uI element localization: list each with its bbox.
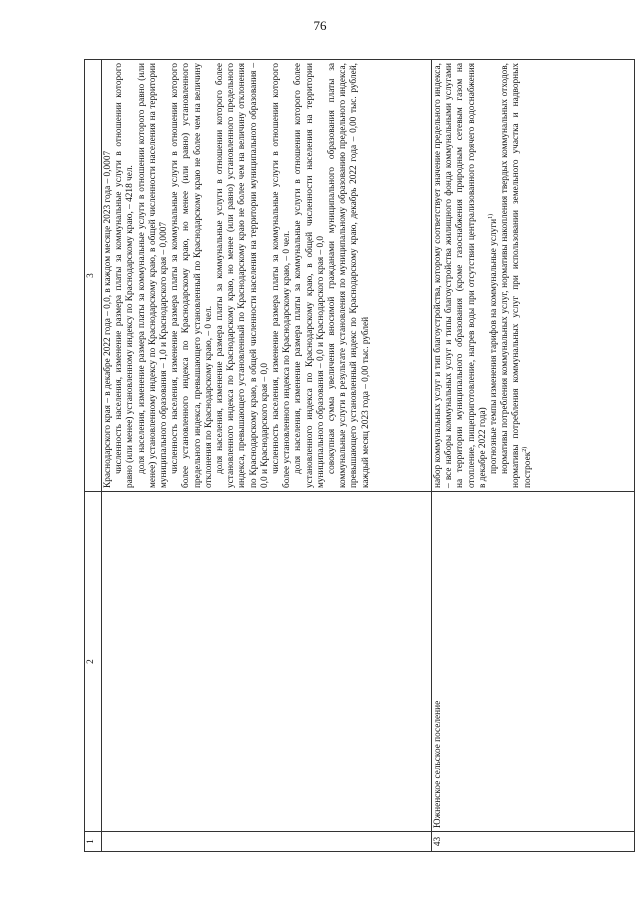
indicator-paragraph xyxy=(500,63,534,488)
indicator-paragraph: Краснодарского края – в декабре 2022 года – 0,0, в каждом месяце 2023 года – 0,0007 xyxy=(103,150,113,488)
indicator-paragraph: численность населения, изменение размера платы за коммунальные услуги в отношении которого более установленного индекса по Краснодарскому краю, но менее (или равно) установленного предельного индекса, превышающего установленный по Краснодарскому краю не более чем на величину отклонения по Краснодарскому краю, – 0 чел. xyxy=(170,63,214,488)
rotated-table-frame xyxy=(84,60,635,852)
rotated-table-container xyxy=(84,60,635,852)
municipality-name-cell xyxy=(102,492,432,832)
table-row xyxy=(102,60,432,852)
footnote-mark: 1) xyxy=(487,213,494,219)
indicator-paragraph: совокупная сумма увеличения вносимой гражданами муниципального образования платы за коммунальные услуги в результате установления по муниципальному образованию предельного индекса, превышающего установленный индекс по Краснодарскому краю, декабрь 2022 года – 0,00 тыс. рублей, каждый месяц 2023 года – 0,00 тыс. рублей xyxy=(327,63,371,488)
indicator-text: прогнозные темпы изменения тарифов на коммунальные услуги xyxy=(489,218,500,474)
indicator-paragraph: набор коммунальных услуг и тип благоустройства, которому соответствует значение предельного индекса, – все наборы коммунальных услуг и типы благоустройства жилищного фонда коммунальными услугами на территории муниципального образования (кроме газоснабжения природным сетевым газом на отопление, пищеприготовление, нагрев воды при отсутствии централизованного горячего водоснабжения в декабре 2022 года) xyxy=(433,63,488,488)
indicator-paragraph: численность населения, изменение размера платы за коммунальные услуги в отношении которого более установленного индекса по Краснодарскому краю, – 0 чел. xyxy=(271,63,293,488)
page-number: 76 xyxy=(313,18,327,33)
column-header-1: 1 xyxy=(85,832,102,852)
footnote-mark: 2) xyxy=(521,446,528,452)
column-header-2: 2 xyxy=(85,492,102,832)
data-table xyxy=(84,59,635,852)
indicators-cell xyxy=(102,60,432,492)
row-number-cell xyxy=(102,832,432,852)
indicators-cell xyxy=(432,60,635,492)
municipality-name-cell: Южненское сельское поселение xyxy=(432,492,635,832)
indicator-text: нормативы потребления коммунальных услуг, нормативы накопления твердых коммунальных отходов, нормативы потребления коммунальных услуг при использовании земельного участка и надворных построек xyxy=(500,63,533,488)
row-number-cell: 43 xyxy=(432,832,635,852)
indicator-paragraph: численность населения, изменение размера платы за коммунальные услуги в отношении которого равно (или менее) установленному индексу по Краснодарскому краю, – 4218 чел. xyxy=(114,63,136,488)
indicator-paragraph xyxy=(489,63,500,488)
table-header-row xyxy=(85,60,102,852)
column-header-3: 3 xyxy=(85,60,102,492)
table-row xyxy=(432,60,635,852)
indicator-paragraph: доля населения, изменение размера платы за коммунальные услуги в отношении которого более установленного индекса по Краснодарскому краю, в общей численности населения на территории муниципального образования – 0,0 и Краснодарского края – 0,0 xyxy=(293,63,326,488)
indicator-paragraph: доля населения, изменение размера платы за коммунальные услуги в отношении которого более установленного индекса по Краснодарскому краю, но менее (или равно) установленного предельного индекса, превышающего установленный по Краснодарскому краю не более чем на величину отклонения по Краснодарскому краю, в общей численности населения на территории муниципального образования – 0,0 и Краснодарского края – 0,0 xyxy=(215,63,270,488)
indicator-paragraph: доля населения, изменение размера платы за коммунальные услуги в отношении которого равно (или менее) установленному индексу по Краснодарскому краю, в общей численности населения на территории муниципального образования – 1,0 и Краснодарского края – 0,0007 xyxy=(136,63,170,488)
